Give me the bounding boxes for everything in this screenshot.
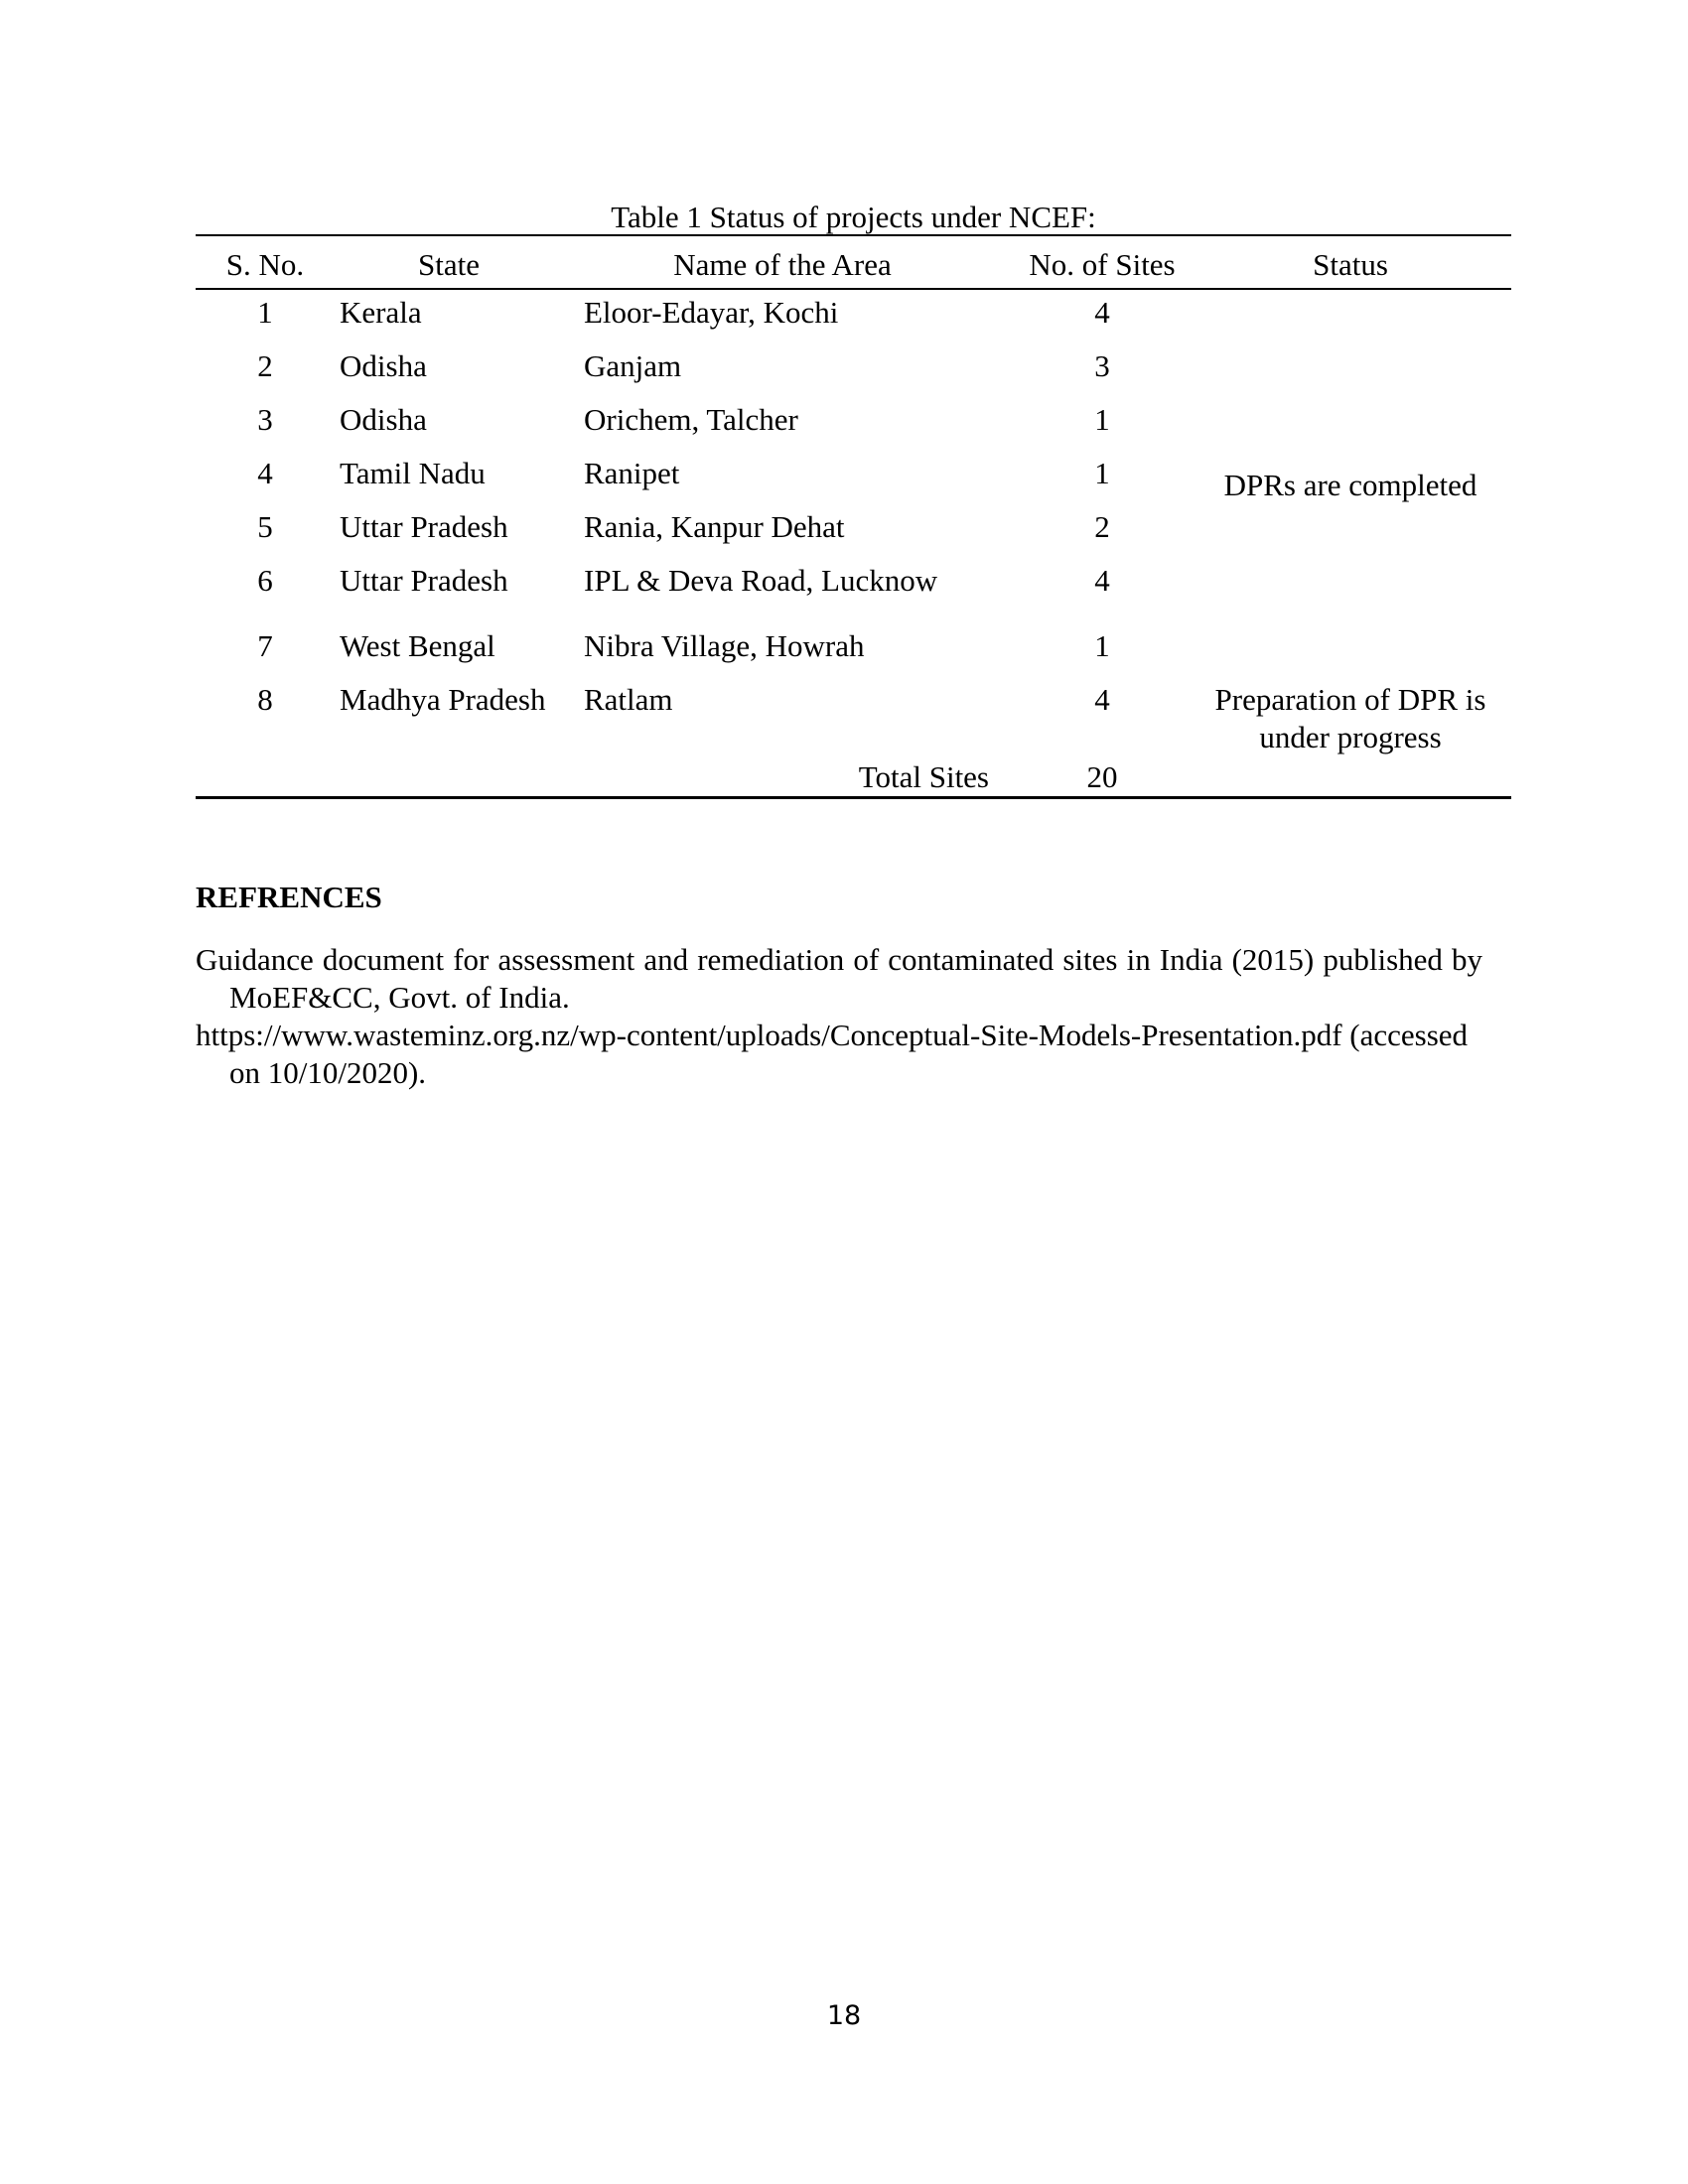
header-sno: S. No. [225,247,305,282]
row-8-area: Ratlam [584,682,673,717]
references-heading: REFRENCES [196,880,382,914]
row-3-area: Orichem, Talcher [584,402,798,437]
row-6-state: Uttar Pradesh [340,563,508,598]
row-8-sites: 4 [1094,682,1110,717]
row-2-state: Odisha [340,348,427,383]
header-sites: No. of Sites [1029,247,1176,282]
header-state: State [418,247,480,282]
row-1-state: Kerala [340,295,422,330]
row-4-area: Ranipet [584,456,680,490]
row-3-state: Odisha [340,402,427,437]
row-6-area: IPL & Deva Road, Lucknow [584,563,938,598]
total-sites-label: Total Sites [858,759,989,794]
reference-item-1: Guidance document for assessment and remediation of contaminated sites in India (2015) published by MoEF&CC, Govt. of India. [196,942,1482,1015]
row-5-area: Rania, Kanpur Dehat [584,509,845,544]
table-caption: Table 1 Status of projects under NCEF: [611,200,1096,234]
row-8-sno: 8 [257,682,273,717]
row-6-sites: 4 [1094,563,1110,598]
row-7-sno: 7 [257,628,273,663]
row-2-area: Ganjam [584,348,682,383]
total-sites-value: 20 [1086,759,1118,794]
row-1-sites: 4 [1094,295,1110,330]
row-7-state: West Bengal [340,628,495,663]
reference-item-2: https://www.wasteminz.org.nz/wp-content/uploads/Conceptual-Site-Models-Presentation.pdf (accessed on 10/10/2020). [196,1018,1469,1090]
header-status: Status [1313,247,1388,282]
table-bottom-rule [196,796,1511,799]
row-8-state: Madhya Pradesh [340,682,546,717]
header-bottom-rule [196,288,1511,290]
row-6-sno: 6 [257,563,273,598]
row-1-sno: 1 [257,295,273,330]
row-5-sites: 2 [1094,509,1110,544]
row-4-sites: 1 [1094,456,1110,490]
row-4-state: Tamil Nadu [340,456,486,490]
page-number: 18 [826,2000,862,2031]
status-in-progress: Preparation of DPR is under progress [1214,682,1486,754]
row-4-sno: 4 [257,456,273,490]
row-3-sites: 1 [1094,402,1110,437]
row-7-sites: 1 [1094,628,1110,663]
row-1-area: Eloor-Edayar, Kochi [584,295,839,330]
row-2-sno: 2 [257,348,273,383]
row-3-sno: 3 [257,402,273,437]
row-5-sno: 5 [257,509,273,544]
status-completed: DPRs are completed [1223,468,1477,502]
header-area: Name of the Area [673,247,892,282]
row-7-area: Nibra Village, Howrah [584,628,865,663]
table-top-rule [196,234,1511,236]
row-5-state: Uttar Pradesh [340,509,508,544]
row-2-sites: 3 [1094,348,1110,383]
